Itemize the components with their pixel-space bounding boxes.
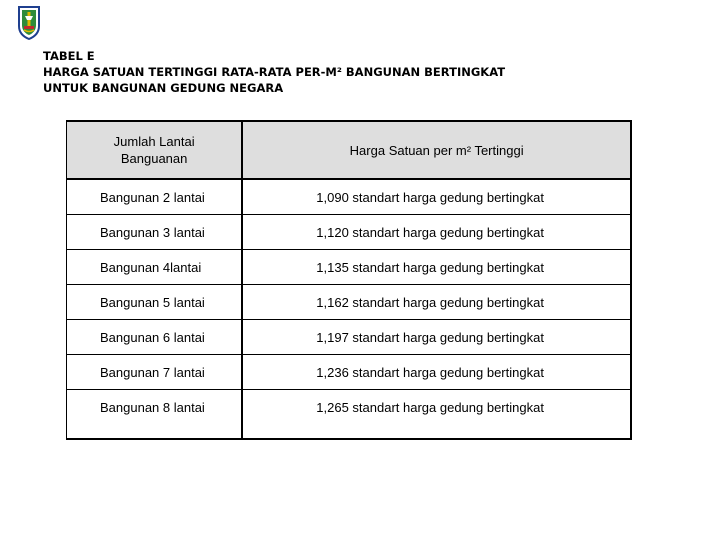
cell-price: 1,090 standart harga gedung bertingkat bbox=[242, 179, 631, 215]
cell-price: 1,265 standart harga gedung bertingkat bbox=[242, 390, 631, 440]
cell-floors: Bangunan 5 lantai bbox=[67, 285, 243, 320]
cell-floors: Bangunan 8 lantai bbox=[67, 390, 243, 440]
cell-price: 1,120 standart harga gedung bertingkat bbox=[242, 215, 631, 250]
document-title bbox=[43, 48, 505, 96]
cell-floors: Bangunan 4lantai bbox=[67, 250, 243, 285]
cell-price: 1,162 standart harga gedung bertingkat bbox=[242, 285, 631, 320]
table-row bbox=[67, 179, 632, 215]
column-header-price bbox=[242, 121, 631, 179]
cell-floors: Bangunan 2 lantai bbox=[67, 179, 243, 215]
cell-floors: Bangunan 6 lantai bbox=[67, 320, 243, 355]
cell-floors: Bangunan 3 lantai bbox=[67, 215, 243, 250]
column-header-floors-label: Jumlah Lantai Banguanan bbox=[113, 134, 195, 166]
table-row bbox=[67, 285, 632, 320]
cell-price: 1,236 standart harga gedung bertingkat bbox=[242, 355, 631, 390]
provincial-emblem-icon bbox=[17, 4, 41, 40]
title-line-1: TABEL E bbox=[43, 49, 95, 63]
cell-price: 1,135 standart harga gedung bertingkat bbox=[242, 250, 631, 285]
title-line-2: HARGA SATUAN TERTINGGI RATA-RATA PER-M² BANGUNAN BERTINGKAT bbox=[43, 65, 506, 79]
title-line-3: UNTUK BANGUNAN GEDUNG NEGARA bbox=[43, 81, 284, 95]
table-row bbox=[67, 355, 632, 390]
table-row bbox=[67, 250, 632, 285]
column-header-price-label: Harga Satuan per m² Tertinggi bbox=[349, 142, 524, 158]
cell-price: 1,197 standart harga gedung bertingkat bbox=[242, 320, 631, 355]
table-row bbox=[67, 320, 632, 355]
table-row bbox=[67, 215, 632, 250]
table-header-row bbox=[67, 121, 632, 179]
cell-floors: Bangunan 7 lantai bbox=[67, 355, 243, 390]
price-table bbox=[66, 120, 632, 440]
column-header-floors bbox=[67, 121, 243, 179]
table-row bbox=[67, 390, 632, 440]
